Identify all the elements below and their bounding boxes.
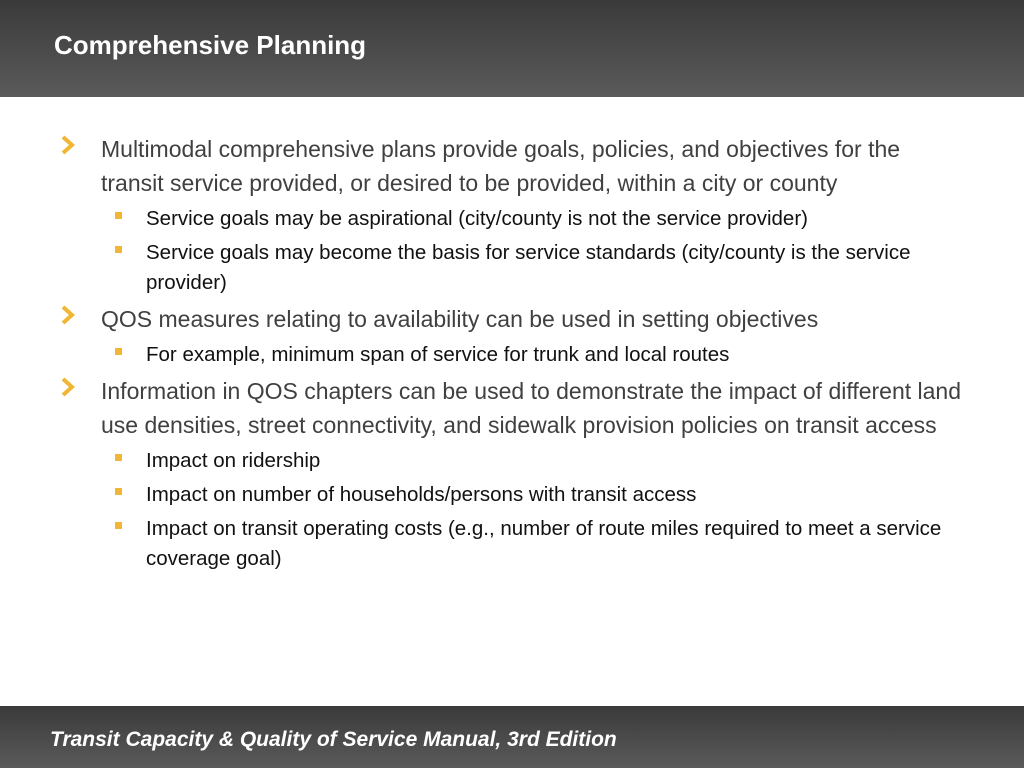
sub-bullet-text: Service goals may become the basis for service standards (city/county is the service provider)	[146, 241, 911, 294]
square-bullet-icon	[115, 348, 122, 355]
sub-bullet-text: For example, minimum span of service for trunk and local routes	[146, 343, 730, 366]
chevron-right-icon	[61, 135, 75, 155]
slide-content	[0, 132, 1024, 574]
sub-bullet-text: Impact on transit operating costs (e.g., number of route miles required to meet a service coverage goal)	[146, 517, 942, 570]
bullet-item	[101, 374, 961, 442]
sub-bullet-item	[146, 480, 976, 510]
square-bullet-icon	[115, 212, 122, 219]
square-bullet-icon	[115, 488, 122, 495]
bullet-text: Information in QOS chapters can be used to demonstrate the impact of different land use densities, street connectivity, and sidewalk provision policies on transit access	[101, 378, 962, 438]
sub-bullet-item	[146, 514, 976, 574]
slide-title: Comprehensive Planning	[54, 30, 367, 60]
slide-footer	[0, 706, 1024, 768]
sub-bullet-item	[146, 446, 976, 476]
square-bullet-icon	[115, 522, 122, 529]
bullet-item	[101, 132, 961, 200]
chevron-right-icon	[61, 305, 75, 325]
square-bullet-icon	[115, 454, 122, 461]
bullet-text: Multimodal comprehensive plans provide goals, policies, and objectives for the transit service provided, or desired to be provided, within a city or county	[101, 136, 901, 196]
sub-bullet-text: Impact on number of households/persons with transit access	[146, 483, 697, 506]
sub-bullet-item	[146, 238, 976, 298]
sub-bullet-item	[146, 340, 976, 370]
footer-text: Transit Capacity & Quality of Service Manual, 3rd Edition	[50, 728, 617, 751]
sub-bullet-text: Impact on ridership	[146, 449, 321, 472]
slide-header	[0, 0, 1024, 97]
sub-bullet-text: Service goals may be aspirational (city/county is not the service provider)	[146, 207, 808, 230]
square-bullet-icon	[115, 246, 122, 253]
bullet-item	[101, 302, 961, 336]
sub-bullet-item	[146, 204, 976, 234]
bullet-text: QOS measures relating to availability can be used in setting objectives	[101, 306, 819, 332]
chevron-right-icon	[61, 377, 75, 397]
